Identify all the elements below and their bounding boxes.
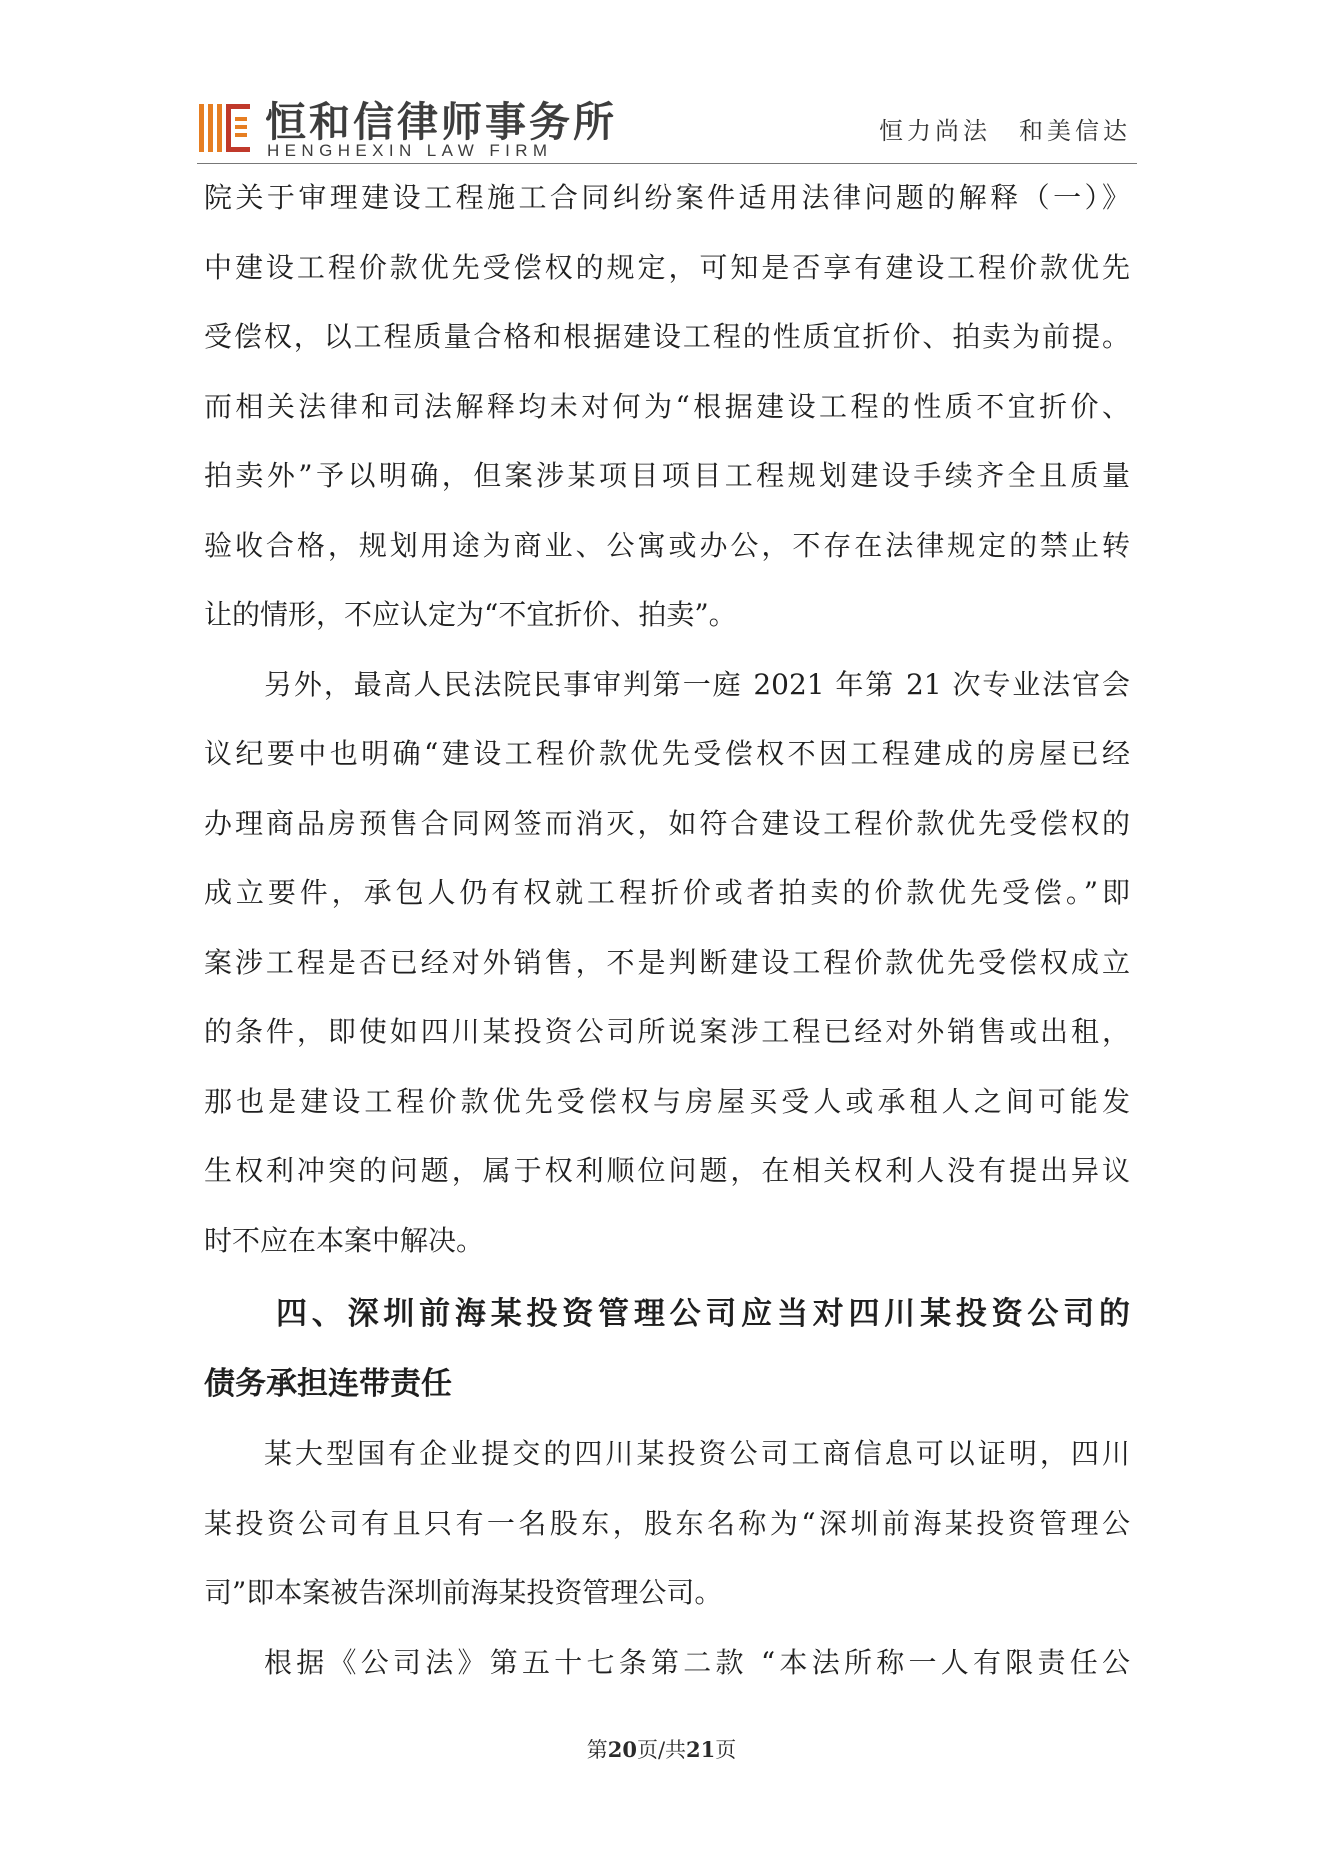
text-line: 成立要件，承包人仍有权就工程折价或者拍卖的价款优先受偿。”即 [204,876,1130,909]
text-line: 验收合格，规划用途为商业、公寓或办公，不存在法律规定的禁止转 [204,528,1130,562]
firm-logo-icon [197,100,253,156]
current-page-number: 20 [607,1737,637,1762]
text-line: 议纪要中也明确“建设工程价款优先受偿权不因工程建成的房屋已经 [204,737,1130,770]
text-line: 某投资公司有且只有一名股东，股东名称为“深圳前海某投资管理公 [204,1506,1130,1540]
text-line: 生权利冲突的问题，属于权利顺位问题，在相关权利人没有提出异议 [204,1154,1130,1187]
document-body [204,163,1130,1697]
text-line: 司”即本案被告深圳前海某投资管理公司。 [204,1576,723,1609]
text-line: 受偿权，以工程质量合格和根据建设工程的性质宜折价、拍卖为前提。 [204,320,1130,353]
text-line: 某大型国有企业提交的四川某投资公司工商信息可以证明，四川 [264,1437,1130,1470]
text-line: 另外，最高人民法院民事审判第一庭 2021 年第 21 次专业法官会 [264,667,1130,701]
footer-suffix: 页 [715,1738,737,1762]
page-header [197,100,1137,164]
firm-name-en: HENGHEXIN LAW FIRM [267,141,553,160]
text-line: 那也是建设工程价款优先受偿权与房屋买受人或承租人之间可能发 [204,1084,1130,1118]
text-line: 时不应在本案中解决。 [204,1223,485,1257]
footer-prefix: 第 [586,1738,608,1762]
text-line: 的条件，即使如四川某投资公司所说案涉工程已经对外销售或出租， [204,1015,1130,1048]
text-line: 院关于审理建设工程施工合同纠纷案件适用法律问题的解释（一）》 [204,181,1130,214]
text-line: 中建设工程价款优先受偿权的规定，可知是否享有建设工程价款优先 [204,250,1130,284]
total-pages-number: 21 [686,1737,716,1762]
text-line: 办理商品房预售合同网签而消灭，如符合建设工程价款优先受偿权的 [204,806,1130,840]
footer-middle: 页/共 [636,1738,687,1762]
text-line: 案涉工程是否已经对外销售，不是判断建设工程价款优先受偿权成立 [204,945,1130,979]
text-line: 让的情形，不应认定为“不宜折价、拍卖”。 [204,598,737,631]
text-line: 拍卖外”予以明确，但案涉某项目项目工程规划建设手续齐全且质量 [204,459,1130,492]
text-line: 根据《公司法》第五十七条第二款 “本法所称一人有限责任公 [264,1645,1130,1679]
firm-motto: 恒力尚法 和美信达 [879,117,1131,145]
page-footer [0,1735,1323,1765]
firm-name-cn: 恒和信律师事务所 [265,98,617,146]
section-heading: 四、深圳前海某投资管理公司应当对四川某投资公司的 [276,1296,1130,1332]
section-heading: 债务承担连带责任 [204,1366,452,1402]
text-line: 而相关法律和司法解释均未对何为“根据建设工程的性质不宜折价、 [204,389,1130,423]
